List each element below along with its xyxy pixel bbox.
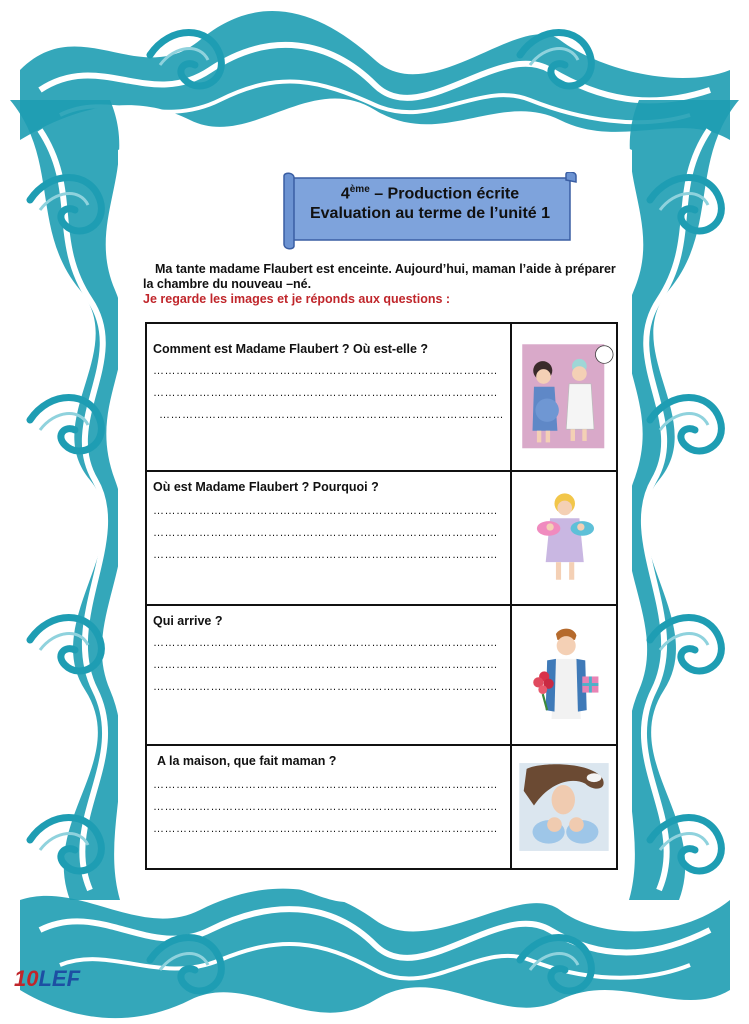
instruction-text: Je regarde les images et je réponds aux questions :: [143, 292, 451, 306]
picture-cell: [511, 745, 617, 869]
banner-title: 4ème – Production écrite: [340, 184, 520, 203]
table-row: [146, 745, 617, 869]
answer-line[interactable]: ………………………………………………………………………………: [153, 387, 498, 399]
answer-line[interactable]: ………………………………………………………………………………: [153, 801, 498, 813]
question-cell: [146, 605, 511, 745]
question-text: A la maison, que fait maman ?: [157, 754, 337, 768]
answer-line[interactable]: ………………………………………………………………………………: [153, 779, 498, 791]
answer-line[interactable]: ………………………………………………………………………………: [153, 505, 498, 517]
answer-line[interactable]: ………………………………………………………………………………: [153, 823, 498, 835]
picture-cell: [511, 605, 617, 745]
picture-cell: [511, 323, 617, 471]
title-banner-text: [292, 180, 568, 224]
answer-line[interactable]: ………………………………………………………………………………: [153, 549, 498, 561]
table-row: [146, 323, 617, 471]
man-with-flowers-and-gift-image: [512, 606, 616, 744]
intro-paragraph: Ma tante madame Flaubert est enceinte. Aujourd’hui, maman l’aide à préparer la chambre du nouveau –né.: [143, 262, 616, 291]
picture-cell: [511, 471, 617, 605]
question-text: Comment est Madame Flaubert ? Où est-elle ?: [153, 342, 429, 356]
answer-line[interactable]: ………………………………………………………………………………: [153, 659, 498, 671]
woman-holding-twin-babies-image: [512, 472, 616, 604]
question-cell: [146, 323, 511, 471]
questions-table: [145, 322, 618, 870]
pregnant-woman-with-nurse-image: [512, 324, 616, 470]
banner-subtitle: Evaluation au terme de l’unité 1: [309, 205, 551, 223]
answer-line[interactable]: ………………………………………………………………………………: [153, 681, 498, 693]
mother-with-newborn-babies-image: [512, 746, 616, 868]
question-cell: [146, 745, 511, 869]
answer-line[interactable]: ………………………………………………………………………………: [153, 637, 498, 649]
question-cell: [146, 471, 511, 605]
table-row: [146, 471, 617, 605]
table-row: [146, 605, 617, 745]
answer-line[interactable]: ………………………………………………………………………………: [153, 527, 498, 539]
answer-line[interactable]: ………………………………………………………………………………: [153, 365, 498, 377]
question-text: Qui arrive ?: [153, 614, 223, 628]
question-text: Où est Madame Flaubert ? Pourquoi ?: [153, 480, 379, 494]
site-logo: 10LEF: [14, 966, 81, 991]
answer-line[interactable]: ………………………………………………………………………………: [159, 409, 504, 421]
